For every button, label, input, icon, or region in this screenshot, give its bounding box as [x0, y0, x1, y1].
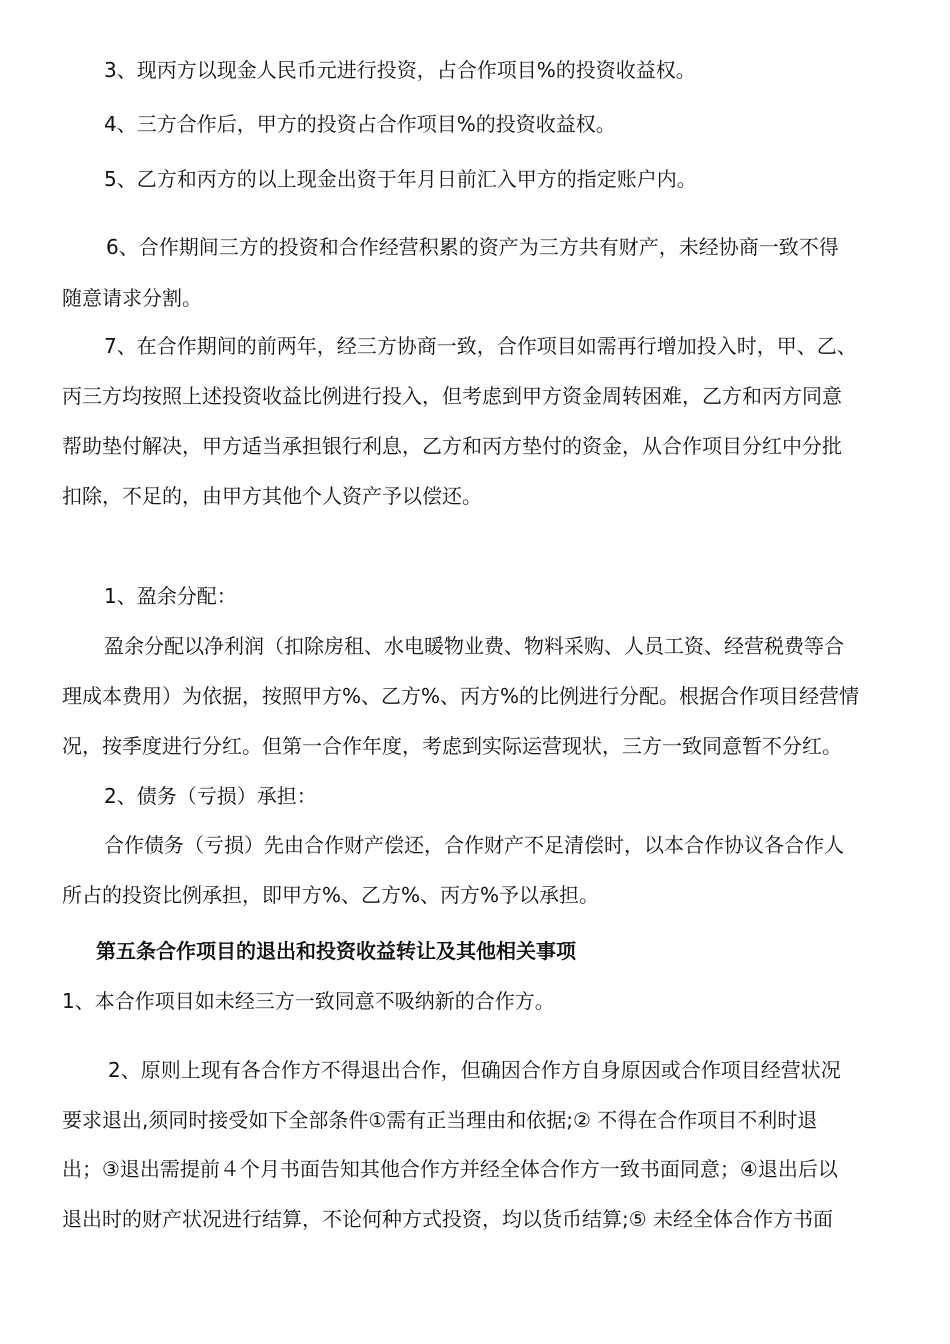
clause-7-line-1: 7、在合作期间的前两年，经三方协商一致，合作项目如需再行增加投入时，甲、乙、 [104, 334, 857, 358]
article-5-item-2-line-4: 退出时的财产状况进行结算，不论何种方式投资，均以货币结算;⑤ 未经全体合作方书面 [62, 1207, 834, 1231]
debt-heading: 2、债务（亏损）承担： [104, 784, 317, 808]
clause-5-line: 5、乙方和丙方的以上现金出资于年月日前汇入甲方的指定账户内。 [104, 167, 697, 191]
profit-distribution-line-1: 盈余分配以净利润（扣除房租、水电暖物业费、物料采购、人员工资、经营税费等合 [104, 634, 844, 658]
profit-distribution-heading: 1、盈余分配： [104, 584, 237, 608]
clause-6-line-1: 6、合作期间三方的投资和合作经营积累的资产为三方共有财产，未经协商一致不得 [106, 235, 839, 259]
article-5-heading: 第五条合作项目的退出和投资收益转让及其他相关事项 [96, 939, 576, 963]
profit-distribution-line-3: 况，按季度进行分红。但第一合作年度，考虑到实际运营现状，三方一致同意暂不分红。 [62, 734, 842, 758]
clause-6-line-2: 随意请求分割。 [62, 286, 202, 310]
article-5-item-2-line-3: 出；③退出需提前４个月书面告知其他合作方并经全体合作方一致书面同意；④退出后以 [62, 1157, 838, 1181]
article-5-item-1: 1、本合作项目如未经三方一致同意不吸纳新的合作方。 [62, 989, 555, 1013]
article-5-item-2-line-1: 2、原则上现有各合作方不得退出合作，但确因合作方自身原因或合作项目经营状况 [108, 1058, 841, 1082]
debt-line-1: 合作债务（亏损）先由合作财产偿还，合作财产不足清偿时，以本合作协议各合作人 [104, 833, 844, 857]
profit-distribution-line-2: 理成本费用）为依据，按照甲方%、乙方%、丙方%的比例进行分配。根据合作项目经营情 [62, 684, 860, 708]
clause-7-line-2: 丙三方均按照上述投资收益比例进行投入，但考虑到甲方资金周转困难，乙方和丙方同意 [62, 384, 842, 408]
clause-7-line-3: 帮助垫付解决，甲方适当承担银行利息，乙方和丙方垫付的资金，从合作项目分红中分批 [62, 434, 842, 458]
clause-4-line: 4、三方合作后，甲方的投资占合作项目%的投资收益权。 [104, 112, 616, 136]
clause-3-line: 3、现丙方以现金人民币元进行投资，占合作项目%的投资收益权。 [104, 58, 696, 82]
debt-line-2: 所占的投资比例承担，即甲方%、乙方%、丙方%予以承担。 [62, 883, 600, 907]
clause-7-line-4: 扣除，不足的，由甲方其他个人资产予以偿还。 [62, 484, 482, 508]
article-5-item-2-line-2: 要求退出,须同时接受如下全部条件①需有正当理由和依据;② 不得在合作项目不利时退 [62, 1108, 818, 1132]
